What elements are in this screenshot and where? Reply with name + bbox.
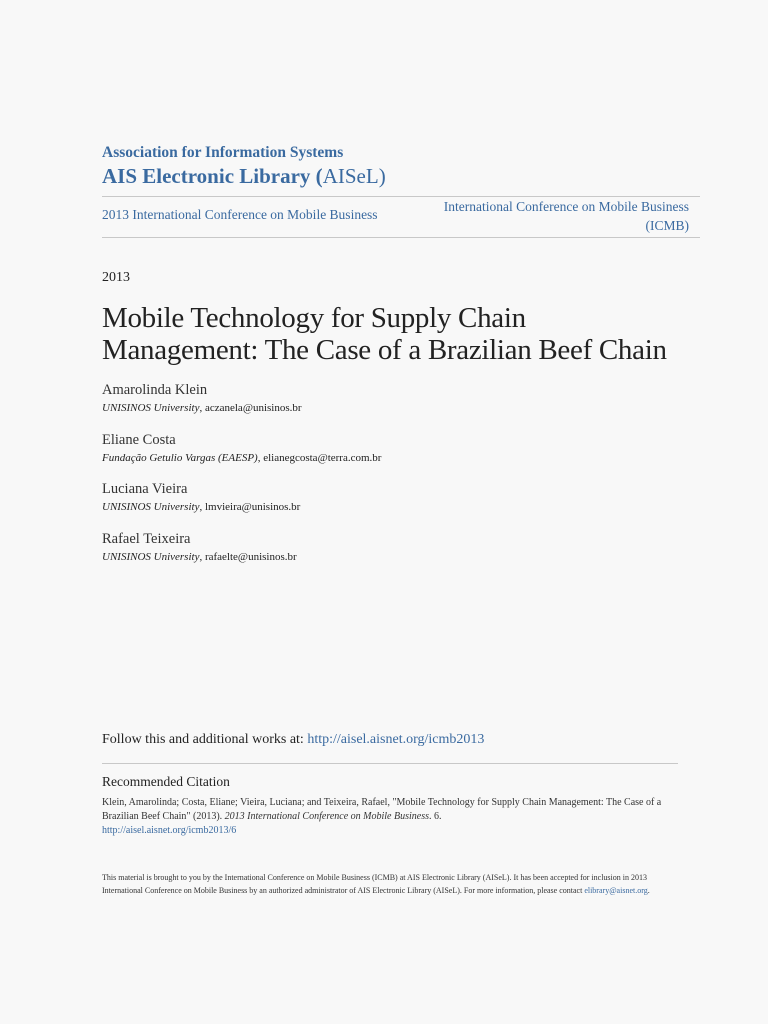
citation-part2: . 6. [428, 811, 442, 822]
footer-text: This material is brought to you by the International Conference on Mobile Business (ICMB) at AIS Electronic Library (AISeL). It has been accepted for inclusion in 2013 International Conference on Mobile Business by an authorized administrator of AIS Electronic Library (AISeL). For more information, please contact [102, 873, 647, 895]
contact-email-link[interactable]: elibrary@aisnet.org [584, 886, 648, 895]
conference-series-line2: (ICMB) [645, 218, 689, 233]
author-institution: UNISINOS University [102, 402, 200, 414]
footer-end: . [647, 886, 650, 895]
library-abbr: AISeL [322, 164, 379, 188]
citation-part1: Klein, Amarolinda; Costa, Eliane; Vieira, Luciana; and Teixeira, Rafael, "Mobile Technology for Supply Chain Management: The Case of a Brazilian Beef Chain" (2013). [102, 797, 662, 822]
author-affiliation [102, 499, 300, 515]
author-block [102, 529, 297, 565]
author-name: Amarolinda Klein [102, 382, 208, 398]
author-institution: UNISINOS University [102, 551, 200, 563]
author-email: , aczanela@unisinos.br [199, 402, 302, 414]
follow-label: Follow this and additional works at: [102, 732, 308, 747]
author-email: , elianegcosta@terra.com.br [257, 452, 382, 464]
citation-text [102, 796, 682, 838]
conference-year-link[interactable]: 2013 International Conference on Mobile Business [102, 207, 378, 222]
library-name-link[interactable] [102, 163, 386, 189]
paper-title-line1: Mobile Technology for Supply Chain [102, 302, 526, 334]
author-block [102, 479, 300, 515]
author-name: Luciana Vieira [102, 481, 188, 497]
conference-divider [102, 237, 700, 238]
author-name: Eliane Costa [102, 432, 176, 448]
citation-divider [102, 763, 678, 764]
footer-notice [102, 871, 682, 897]
paper-title-line2: Management: The Case of a Brazilian Beef Chain [102, 334, 667, 366]
paper-title [102, 302, 702, 366]
follow-url-link[interactable]: http://aisel.aisnet.org/icmb2013 [307, 732, 485, 747]
publication-year: 2013 [102, 270, 130, 285]
library-suffix: ) [378, 164, 386, 188]
author-affiliation [102, 450, 381, 466]
author-block [102, 430, 381, 466]
follow-line [102, 732, 484, 748]
author-institution: Fundação Getulio Vargas (EAESP) [102, 452, 258, 464]
author-block [102, 380, 302, 416]
library-prefix: AIS Electronic Library ( [102, 164, 323, 188]
org-name-link[interactable]: Association for Information Systems [102, 144, 344, 161]
citation-url-link[interactable]: http://aisel.aisnet.org/icmb2013/6 [102, 825, 237, 836]
author-affiliation [102, 549, 297, 565]
conference-series-link[interactable] [389, 197, 689, 235]
citation-heading: Recommended Citation [102, 774, 230, 789]
citation-venue: 2013 International Conference on Mobile Business [224, 811, 429, 822]
publisher-header [102, 143, 386, 189]
conference-series-line1: International Conference on Mobile Business [443, 199, 689, 214]
author-email: , lmvieira@unisinos.br [199, 501, 301, 513]
author-name: Rafael Teixeira [102, 531, 191, 547]
author-affiliation [102, 400, 302, 416]
author-institution: UNISINOS University [102, 501, 200, 513]
author-email: , rafaelte@unisinos.br [199, 551, 297, 563]
